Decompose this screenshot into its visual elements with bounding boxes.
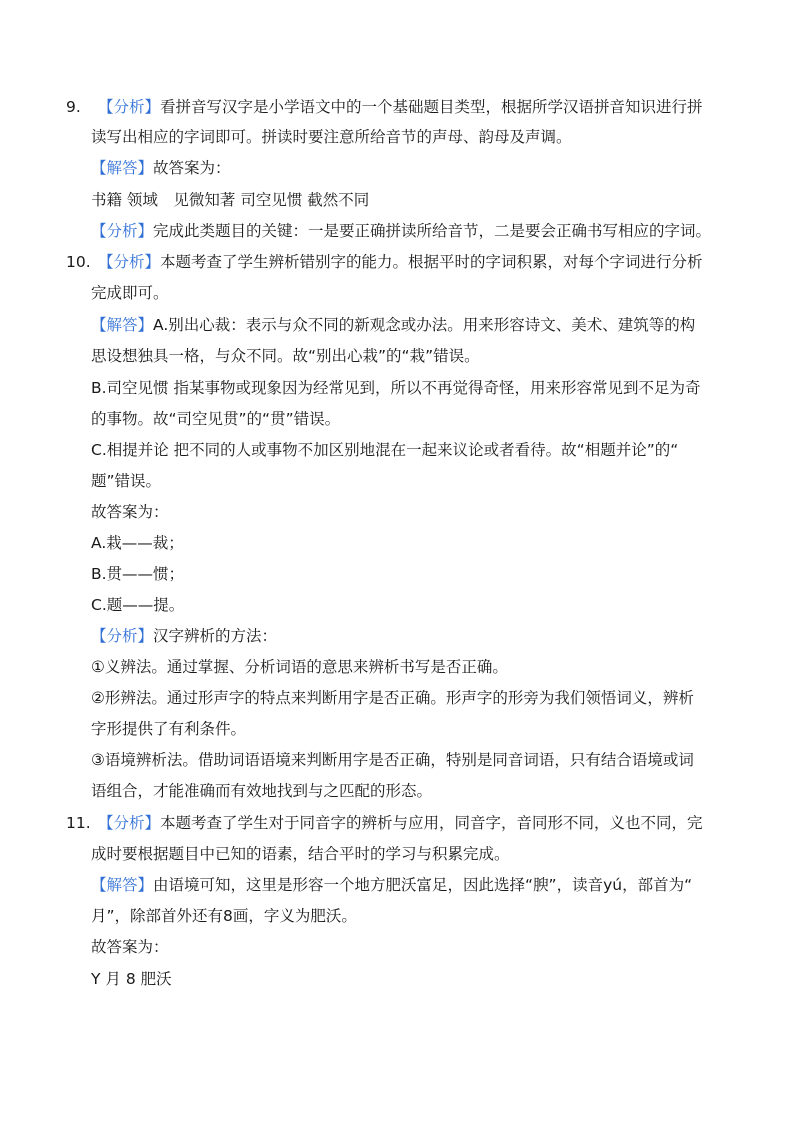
q10-method-2-a: ②形辨法。通过形声字的特点来判断用字是否正确。形声字的形旁为我们领悟词义，辨析 xyxy=(91,689,694,707)
q11-answer-values: Y 月 8 肥沃 xyxy=(91,970,172,988)
q9-answer-intro: 故答案为： xyxy=(153,159,231,177)
q10-answer-intro: 故答案为： xyxy=(91,503,169,521)
q11-answer-intro: 故答案为： xyxy=(91,938,169,956)
q10-answer-c-1: C.相提并论 把不同的人或事物不加区别地混在一起来议论或者看待。故“相题并论”的“ xyxy=(91,441,679,459)
q9-answer-words: 书籍 领域 见微知著 司空见惯 截然不同 xyxy=(91,191,370,209)
q10-method-1: ①义辨法。通过掌握、分析词语的意思来辨析书写是否正确。 xyxy=(91,658,508,676)
q11-answer-text-1: 由语境可知，这里是形容一个地方肥沃富足，因此选择“腴”，读音yú，部首为“ xyxy=(153,876,693,894)
q10-comment-text: 汉字辨析的方法： xyxy=(153,627,278,645)
q10-answer-a-2: 思设想独具一格，与众不同。故“别出心栽”的“栽”错误。 xyxy=(91,347,480,365)
q11-analysis-tag: 【分析】 xyxy=(98,814,161,832)
q10-answer-item-a: A.栽——裁； xyxy=(91,534,184,552)
q11-answer-tag: 【解答】 xyxy=(91,876,154,894)
q10-answer-c-2: 题”错误。 xyxy=(91,472,162,490)
q11-answer-text-2: 月”，除部首外还有8画，字义为肥沃。 xyxy=(91,907,357,925)
q9-analysis-text-1: 看拼音写汉字是小学语文中的一个基础题目类型，根据所学汉语拼音知识进行拼 xyxy=(160,98,703,116)
q10-answer-line xyxy=(91,314,695,336)
q10-answer-a-1: A.别出心裁：表示与众不同的新观念或办法。用来形容诗文、美术、建筑等的构 xyxy=(153,316,696,334)
q9-comment-line xyxy=(91,220,711,242)
q11-analysis-text-1: 本题考查了学生对于同音字的辨析与应用，同音字，音同形不同，义也不同，完 xyxy=(160,814,703,832)
q9-answer-tag: 【解答】 xyxy=(91,159,154,177)
q10-analysis-tag: 【分析】 xyxy=(98,253,161,271)
q9-answer-line xyxy=(91,157,231,179)
q10-method-3-b: 语组合，才能准确而有效地找到与之匹配的形态。 xyxy=(91,782,433,800)
q10-number: 10. xyxy=(66,253,91,271)
q10-answer-tag: 【解答】 xyxy=(91,316,154,334)
q10-answer-item-c: C.题——提。 xyxy=(91,596,185,614)
q10-line-1 xyxy=(66,251,703,273)
q10-comment-line xyxy=(91,625,277,647)
q9-analysis-tag: 【分析】 xyxy=(98,98,161,116)
q10-answer-b-1: B.司空见惯 指某事物或现象因为经常见到，所以不再觉得奇怪，用来形容常见到不足为奇 xyxy=(91,379,701,397)
q9-comment-text: 完成此类题目的关键：一是要正确拼读所给音节，二是要会正确书写相应的字词。 xyxy=(153,222,712,240)
q9-line-1 xyxy=(66,96,703,118)
q11-analysis-text-2: 成时要根据题目中已知的语素，结合平时的学习与积累完成。 xyxy=(91,845,510,863)
q10-analysis-text-1: 本题考查了学生辨析错别字的能力。根据平时的字词积累，对每个字词进行分析 xyxy=(160,253,703,271)
q9-comment-tag: 【分析】 xyxy=(91,222,154,240)
q10-method-2-b: 字形提供了有利条件。 xyxy=(91,720,247,738)
q11-number: 11. xyxy=(66,814,91,832)
q10-method-3-a: ③语境辨析法。借助词语语境来判断用字是否正确，特别是同音词语，只有结合语境或词 xyxy=(91,751,694,769)
q10-answer-b-2: 的事物。故“司空见贯”的“贯”错误。 xyxy=(91,410,341,428)
q11-answer-line xyxy=(91,874,692,896)
q11-line-1 xyxy=(66,812,703,834)
q9-number: 9. xyxy=(66,98,81,116)
q10-answer-item-b: B.贯——惯； xyxy=(91,565,185,583)
q10-comment-tag: 【分析】 xyxy=(91,627,154,645)
q9-analysis-text-2: 读写出相应的字词即可。拼读时要注意所给音节的声母、韵母及声调。 xyxy=(91,128,572,146)
q10-analysis-text-2: 完成即可。 xyxy=(91,284,169,302)
